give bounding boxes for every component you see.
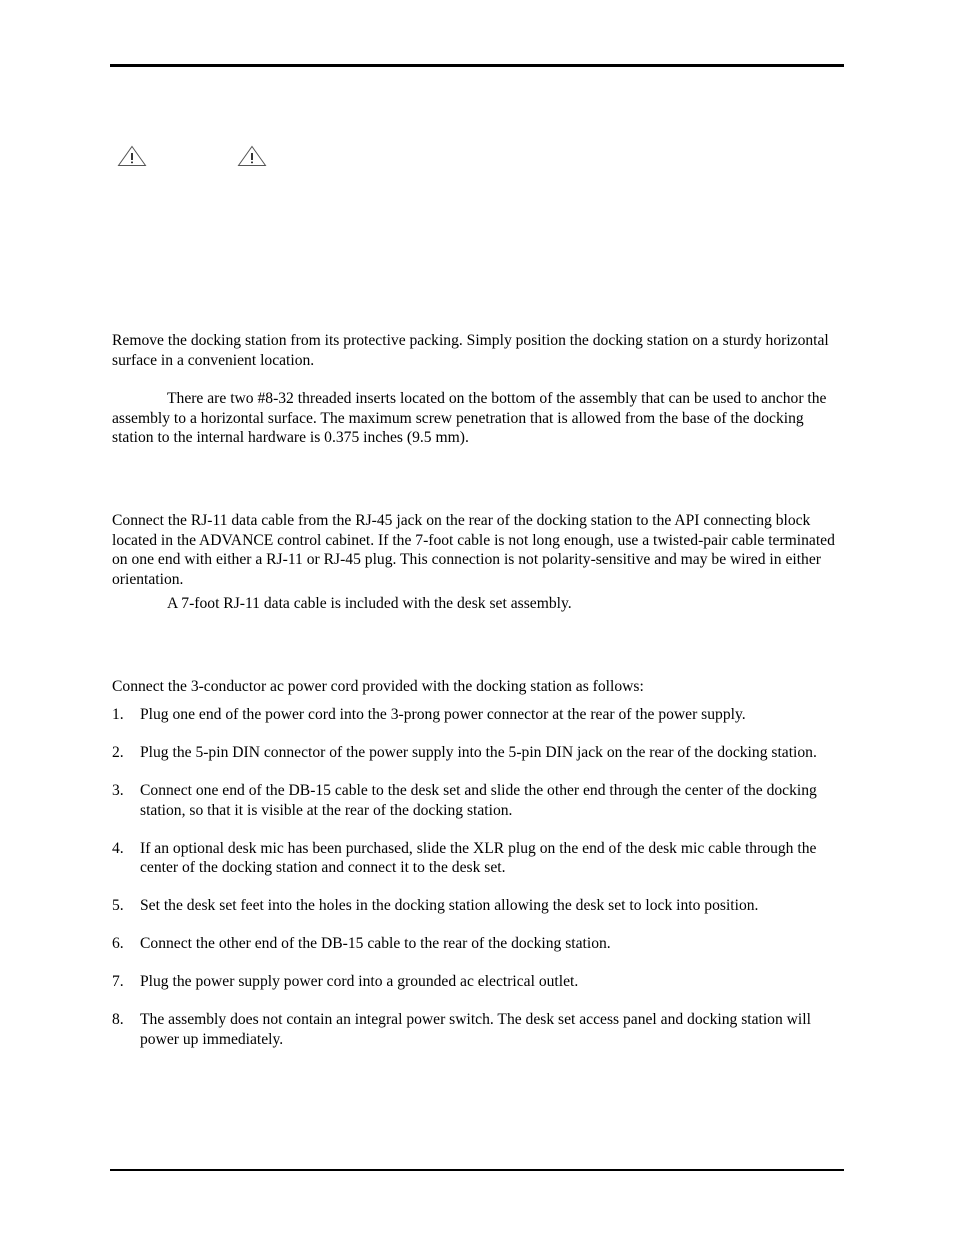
header-rule: [110, 64, 844, 67]
data-cable-note: A 7-foot RJ-11 data cable is included with the desk set assembly.: [167, 595, 572, 612]
step-number: 5.: [112, 897, 124, 915]
list-item: [112, 972, 846, 992]
step-number: 3.: [112, 781, 124, 799]
step-number: 1.: [112, 706, 124, 723]
step-text: Plug one end of the power cord into the 3-prong power connector at the rear of the power supply.: [140, 706, 746, 723]
list-item: [112, 839, 846, 878]
list-item: [112, 705, 846, 725]
power-intro: Connect the 3-conductor ac power cord provided with the docking station as follows:: [112, 678, 644, 695]
step-text: The assembly does not contain an integral power switch. The desk set access panel and docking station will power up immediately.: [140, 1011, 811, 1048]
warning-triangle-icon: [117, 145, 147, 167]
list-item: [112, 1010, 846, 1049]
list-item: [112, 781, 846, 820]
step-text: Plug the 5-pin DIN connector of the power supply into the 5-pin DIN jack on the rear of the docking station.: [140, 743, 817, 761]
placement-note: There are two #8-32 threaded inserts located on the bottom of the assembly that can be used to anchor the assembly to a horizontal surface. The maximum screw penetration that is allowed from the base of the docking station to the internal hardware is 0.375 inches (9.5 mm).: [112, 390, 827, 447]
power-steps-list: [112, 705, 846, 1068]
step-number: 4.: [112, 839, 124, 857]
step-number: 6.: [112, 935, 124, 953]
warning-triangle-icon: [237, 145, 267, 167]
list-item: [112, 743, 846, 763]
step-text: Set the desk set feet into the holes in the docking station allowing the desk set to lock into position.: [140, 897, 759, 915]
step-text: Plug the power supply power cord into a grounded ac electrical outlet.: [140, 973, 579, 991]
step-number: 7.: [112, 973, 124, 991]
list-item: [112, 896, 846, 916]
step-text: Connect one end of the DB-15 cable to the desk set and slide the other end through the center of the docking station, so that it is visible at the rear of the docking station.: [140, 781, 817, 819]
list-item: [112, 934, 846, 954]
step-text: Connect the other end of the DB-15 cable to the rear of the docking station.: [140, 935, 611, 953]
placement-instruction: Remove the docking station from its protective packing. Simply position the docking station on a sturdy horizontal surface in a convenient location.: [112, 332, 829, 369]
step-number: 2.: [112, 743, 124, 761]
step-text: If an optional desk mic has been purchased, slide the XLR plug on the end of the desk mic cable through the center of the docking station and connect it to the desk set.: [140, 839, 817, 877]
footer-rule: [110, 1169, 844, 1171]
step-number: 8.: [112, 1011, 124, 1029]
data-cable-instruction: Connect the RJ-11 data cable from the RJ-45 jack on the rear of the docking station to the API connecting block located in the ADVANCE control cabinet. If the 7-foot cable is not long enough, use a twisted-pair cable terminated on one end with either a RJ-11 or RJ-45 plug. This connection is not polarity-sensitive and may be wired in either orientation.: [112, 512, 835, 588]
